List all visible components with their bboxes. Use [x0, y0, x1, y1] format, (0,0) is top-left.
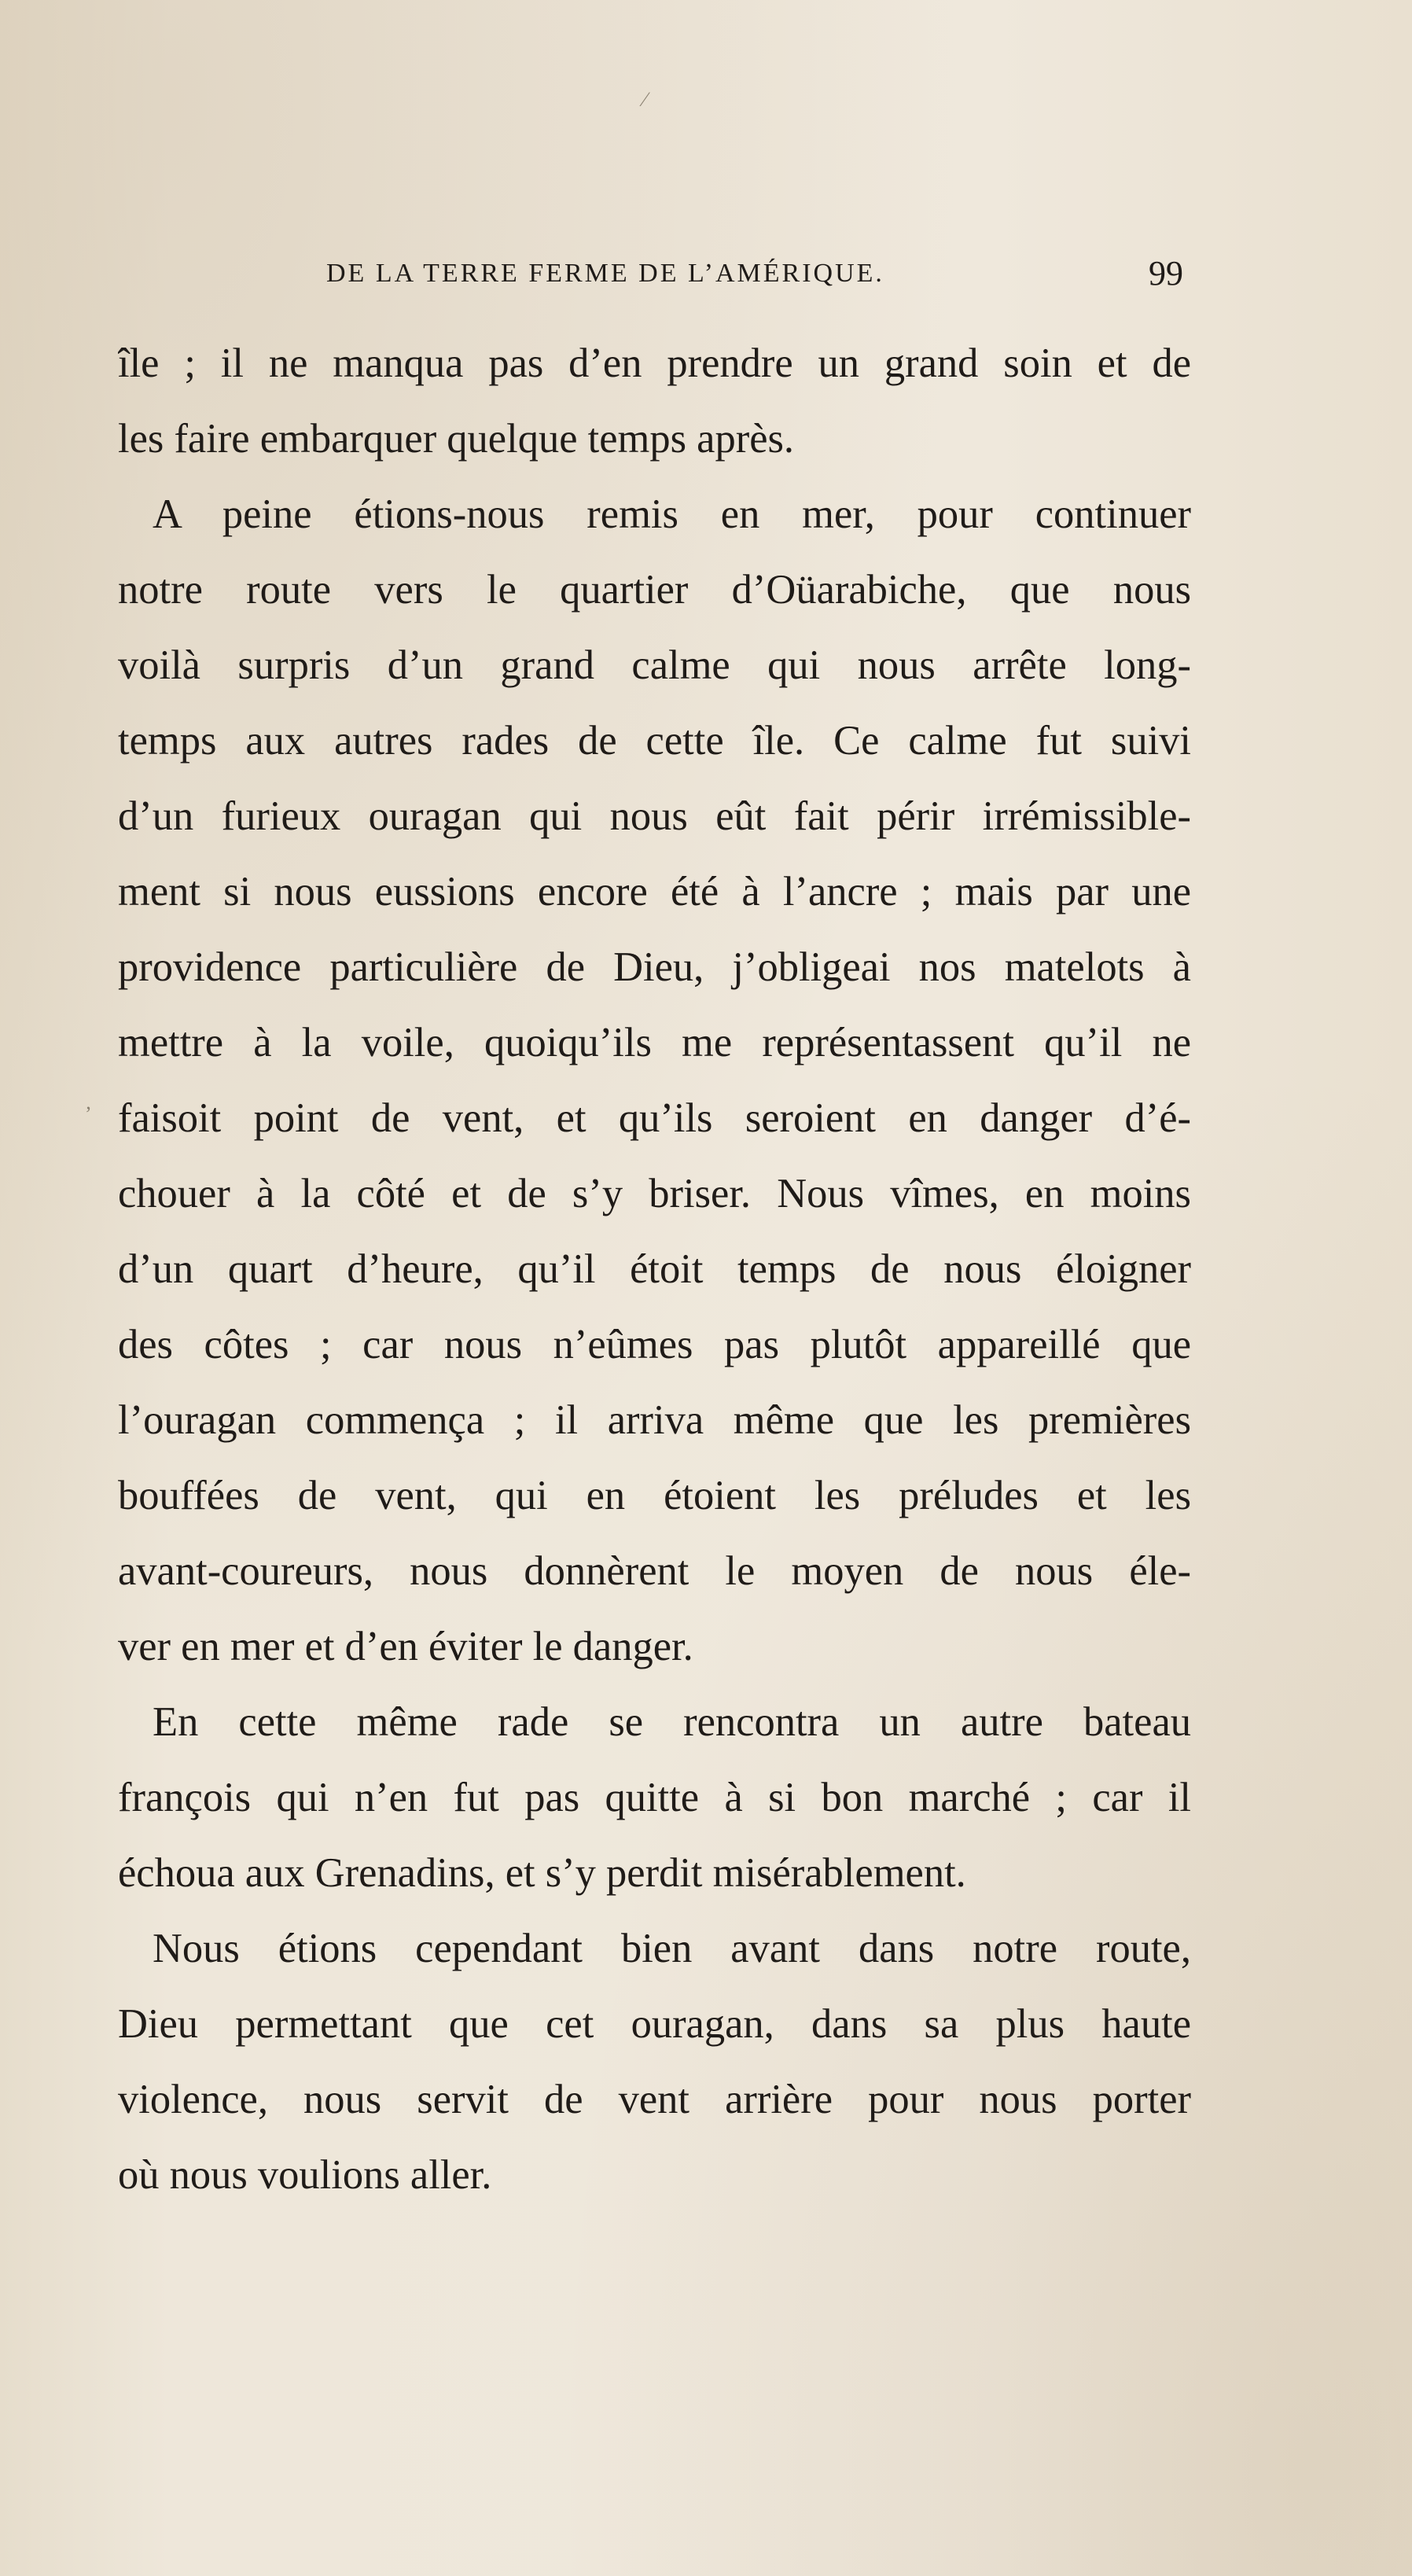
text-line: françois qui n’en fut pas quitte à si bon marché ; car il	[118, 1775, 1191, 1820]
text-line: des côtes ; car nous n’eûmes pas plutôt appareillé que	[118, 1322, 1191, 1367]
text-line: temps aux autres rades de cette île. Ce calme fut suivi	[118, 718, 1191, 764]
text-line: d’un furieux ouragan qui nous eût fait périr irrémissible-	[118, 793, 1191, 839]
text-line: Nous étions cependant bien avant dans notre route,	[153, 1926, 1191, 1971]
text-line: ver en mer et d’en éviter le danger.	[118, 1624, 693, 1669]
text-line: Dieu permettant que cet ouragan, dans sa plus haute	[118, 2001, 1191, 2047]
text-line: avant-coureurs, nous donnèrent le moyen de nous éle-	[118, 1548, 1191, 1594]
text-line: île ; il ne manqua pas d’en prendre un grand soin et de	[118, 340, 1191, 386]
text-line: voilà surpris d’un grand calme qui nous arrête long-	[118, 642, 1191, 688]
paragraph	[118, 477, 1191, 1684]
paragraph	[118, 326, 1191, 477]
text-line: faisoit point de vent, et qu’ils seroient en danger d’é-	[118, 1095, 1191, 1141]
text-line: ment si nous eussions encore été à l’ancre ; mais par une	[118, 869, 1191, 914]
text-line: chouer à la côté et de s’y briser. Nous vîmes, en moins	[118, 1171, 1191, 1216]
text-line: notre route vers le quartier d’Oüarabiche, que nous	[118, 567, 1191, 613]
text-line: échoua aux Grenadins, et s’y perdit misérablement.	[118, 1850, 966, 1896]
stray-pencil-mark: ʼ	[85, 1102, 92, 1125]
paragraph	[118, 1911, 1191, 2213]
text-line: violence, nous servit de vent arrière pour nous porter	[118, 2077, 1191, 2122]
text-line: providence particulière de Dieu, j’obligeai nos matelots à	[118, 944, 1191, 990]
text-line: En cette même rade se rencontra un autre bateau	[153, 1699, 1191, 1745]
page-number: 99	[1149, 254, 1183, 293]
text-line: A peine étions-nous remis en mer, pour continuer	[153, 491, 1191, 537]
text-line: bouffées de vent, qui en étoient les préludes et les	[118, 1473, 1191, 1518]
text-line: où nous voulions aller.	[118, 2152, 492, 2198]
text-line: d’un quart d’heure, qu’il étoit temps de nous éloigner	[118, 1246, 1191, 1292]
page-header	[326, 250, 1183, 297]
text-line: l’ouragan commença ; il arriva même que les premières	[118, 1397, 1191, 1443]
body-text	[118, 326, 1191, 2213]
paragraph	[118, 1684, 1191, 1911]
text-line: mettre à la voile, quoiqu’ils me représentassent qu’il ne	[118, 1020, 1191, 1065]
running-title: DE LA TERRE FERME DE L’AMÉRIQUE.	[326, 259, 884, 288]
text-line: les faire embarquer quelque temps après.	[118, 416, 795, 462]
stray-pencil-mark: ⁄	[643, 88, 647, 111]
